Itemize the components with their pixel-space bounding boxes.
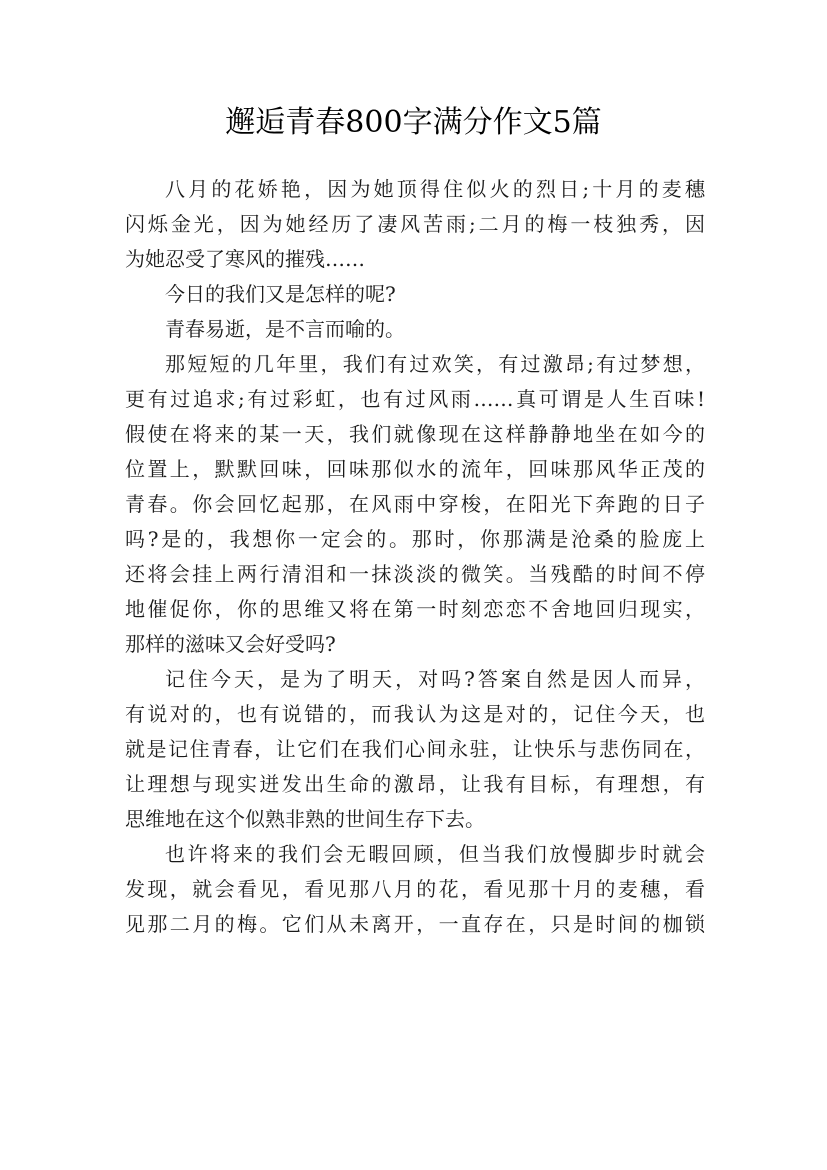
paragraph-line: 那短短的几年里，我们有过欢笑，有过激昂;有过梦想， [165,352,705,376]
paragraph-line: 记住今天，是为了明天，对吗?答案自然是因人而异， [165,667,705,691]
paragraph [125,277,705,312]
paragraph-line: 青春易逝，是不言而喻的。 [165,317,405,341]
paragraph-line: 八月的花娇艳，因为她顶得住似火的烈日;十月的麦穗 [165,177,705,201]
paragraph-line: 今日的我们又是怎样的呢? [165,282,396,306]
paragraph-line: 发现，就会看见，看见那八月的花，看见那十月的麦穗，看 [125,877,705,901]
paragraph-line: 青春。你会回忆起那，在风雨中穿梭，在阳光下奔跑的日子 [125,492,705,516]
paragraph-line: 见那二月的梅。它们从未离开，一直存在，只是时间的枷锁 [125,912,705,936]
paragraph-line: 那样的滋味又会好受吗? [125,632,336,656]
paragraph [125,837,705,942]
paragraph-line: 地催促你，你的思维又将在第一时刻恋恋不舍地回归现实， [125,597,705,621]
document-body [125,172,705,942]
paragraph-line: 吗?是的，我想你一定会的。那时，你那满是沧桑的脸庞上 [125,527,705,551]
paragraph [125,347,705,662]
paragraph-line: 让理想与现实迸发出生命的激昂，让我有目标，有理想，有 [125,772,705,796]
paragraph-line: 为她忍受了寒风的摧残…… [125,247,365,271]
paragraph-line: 闪烁金光，因为她经历了凄风苦雨;二月的梅一枝独秀，因 [125,212,705,236]
paragraph [125,312,705,347]
paragraph [125,172,705,277]
paragraph-line: 也许将来的我们会无暇回顾，但当我们放慢脚步时就会 [165,842,705,866]
paragraph-line: 就是记住青春，让它们在我们心间永驻，让快乐与悲伤同在， [125,737,705,761]
paragraph-line: 还将会挂上两行清泪和一抹淡淡的微笑。当残酷的时间不停 [125,562,705,586]
paragraph [125,662,705,837]
paragraph-line: 假使在将来的某一天，我们就像现在这样静静地坐在如今的 [125,422,705,446]
document-title: 邂逅青春800字满分作文5篇 [225,105,602,140]
paragraph-line: 思维地在这个似熟非熟的世间生存下去。 [125,807,485,831]
paragraph-line: 位置上，默默回味，回味那似水的流年，回味那风华正茂的 [125,457,705,481]
paragraph-line: 有说对的，也有说错的，而我认为这是对的，记住今天，也 [125,702,705,726]
paragraph-line: 更有过追求;有过彩虹，也有过风雨……真可谓是人生百味! [125,387,705,411]
